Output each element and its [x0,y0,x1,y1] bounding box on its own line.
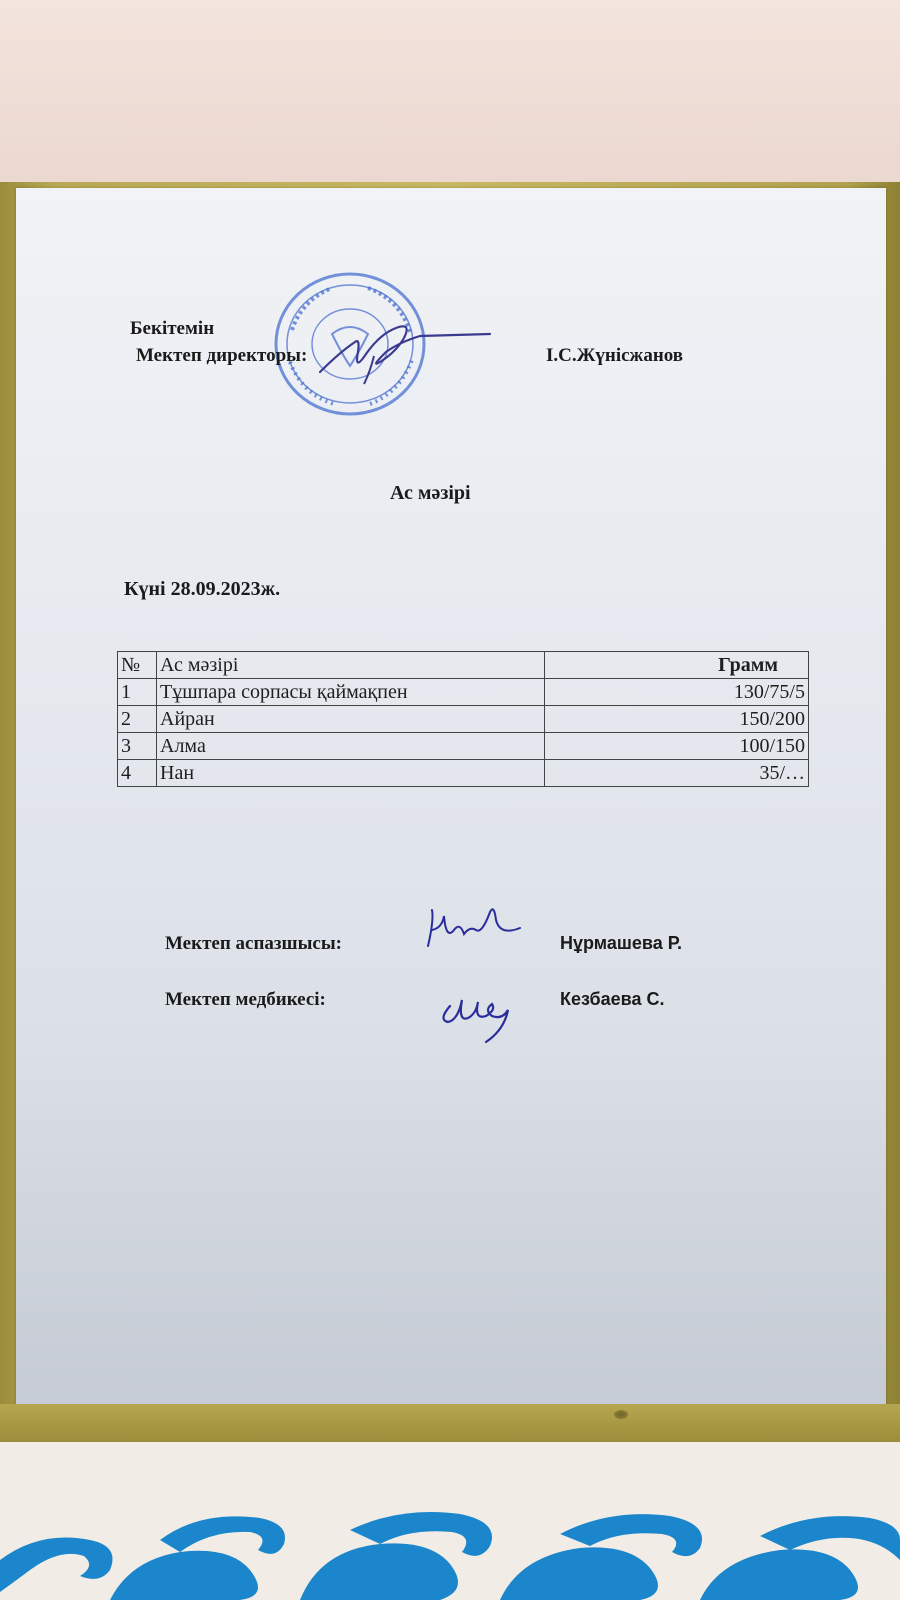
kazakh-ornament-border [0,1500,900,1600]
table-header-row [118,652,809,679]
row-gram: 100/150 [545,733,809,760]
page-title: Ас мәзірі [390,482,471,504]
table-row [118,706,809,733]
date-line: Күні 28.09.2023ж. [124,578,281,600]
row-dish: Тұшпара сорпасы қаймақпен [157,679,545,706]
row-number: 1 [118,679,157,706]
row-dish: Айран [157,706,545,733]
frame-bottom-rail [0,1404,900,1442]
table-row [118,760,809,787]
row-number: 4 [118,760,157,787]
row-gram: 130/75/5 [545,679,809,706]
table-row [118,679,809,706]
table-row [118,733,809,760]
header-dish: Ас мәзірі [157,652,545,679]
nurse-signature [436,980,526,1050]
cook-name: Нұрмашева Р. [560,933,683,953]
header-gram: Грамм [545,652,809,679]
approved-label: Бекітемін [130,318,215,339]
nurse-label: Мектеп медбикесі: [165,989,326,1010]
row-number: 3 [118,733,157,760]
frame-screw [614,1410,628,1419]
header-number: № [118,652,157,679]
row-dish: Нан [157,760,545,787]
director-name: І.С.Жүнісжанов [546,345,684,366]
nurse-name: Кезбаева С. [560,989,665,1009]
glass-reflection [16,1050,886,1410]
cook-label: Мектеп аспазшысы: [165,933,343,954]
row-gram: 150/200 [545,706,809,733]
row-gram: 35/… [545,760,809,787]
row-dish: Алма [157,733,545,760]
director-signature [300,312,500,392]
wall-background [0,0,900,200]
menu-table [117,651,809,787]
cook-signature [420,900,530,960]
director-label: Мектеп директоры: [136,345,308,366]
row-number: 2 [118,706,157,733]
